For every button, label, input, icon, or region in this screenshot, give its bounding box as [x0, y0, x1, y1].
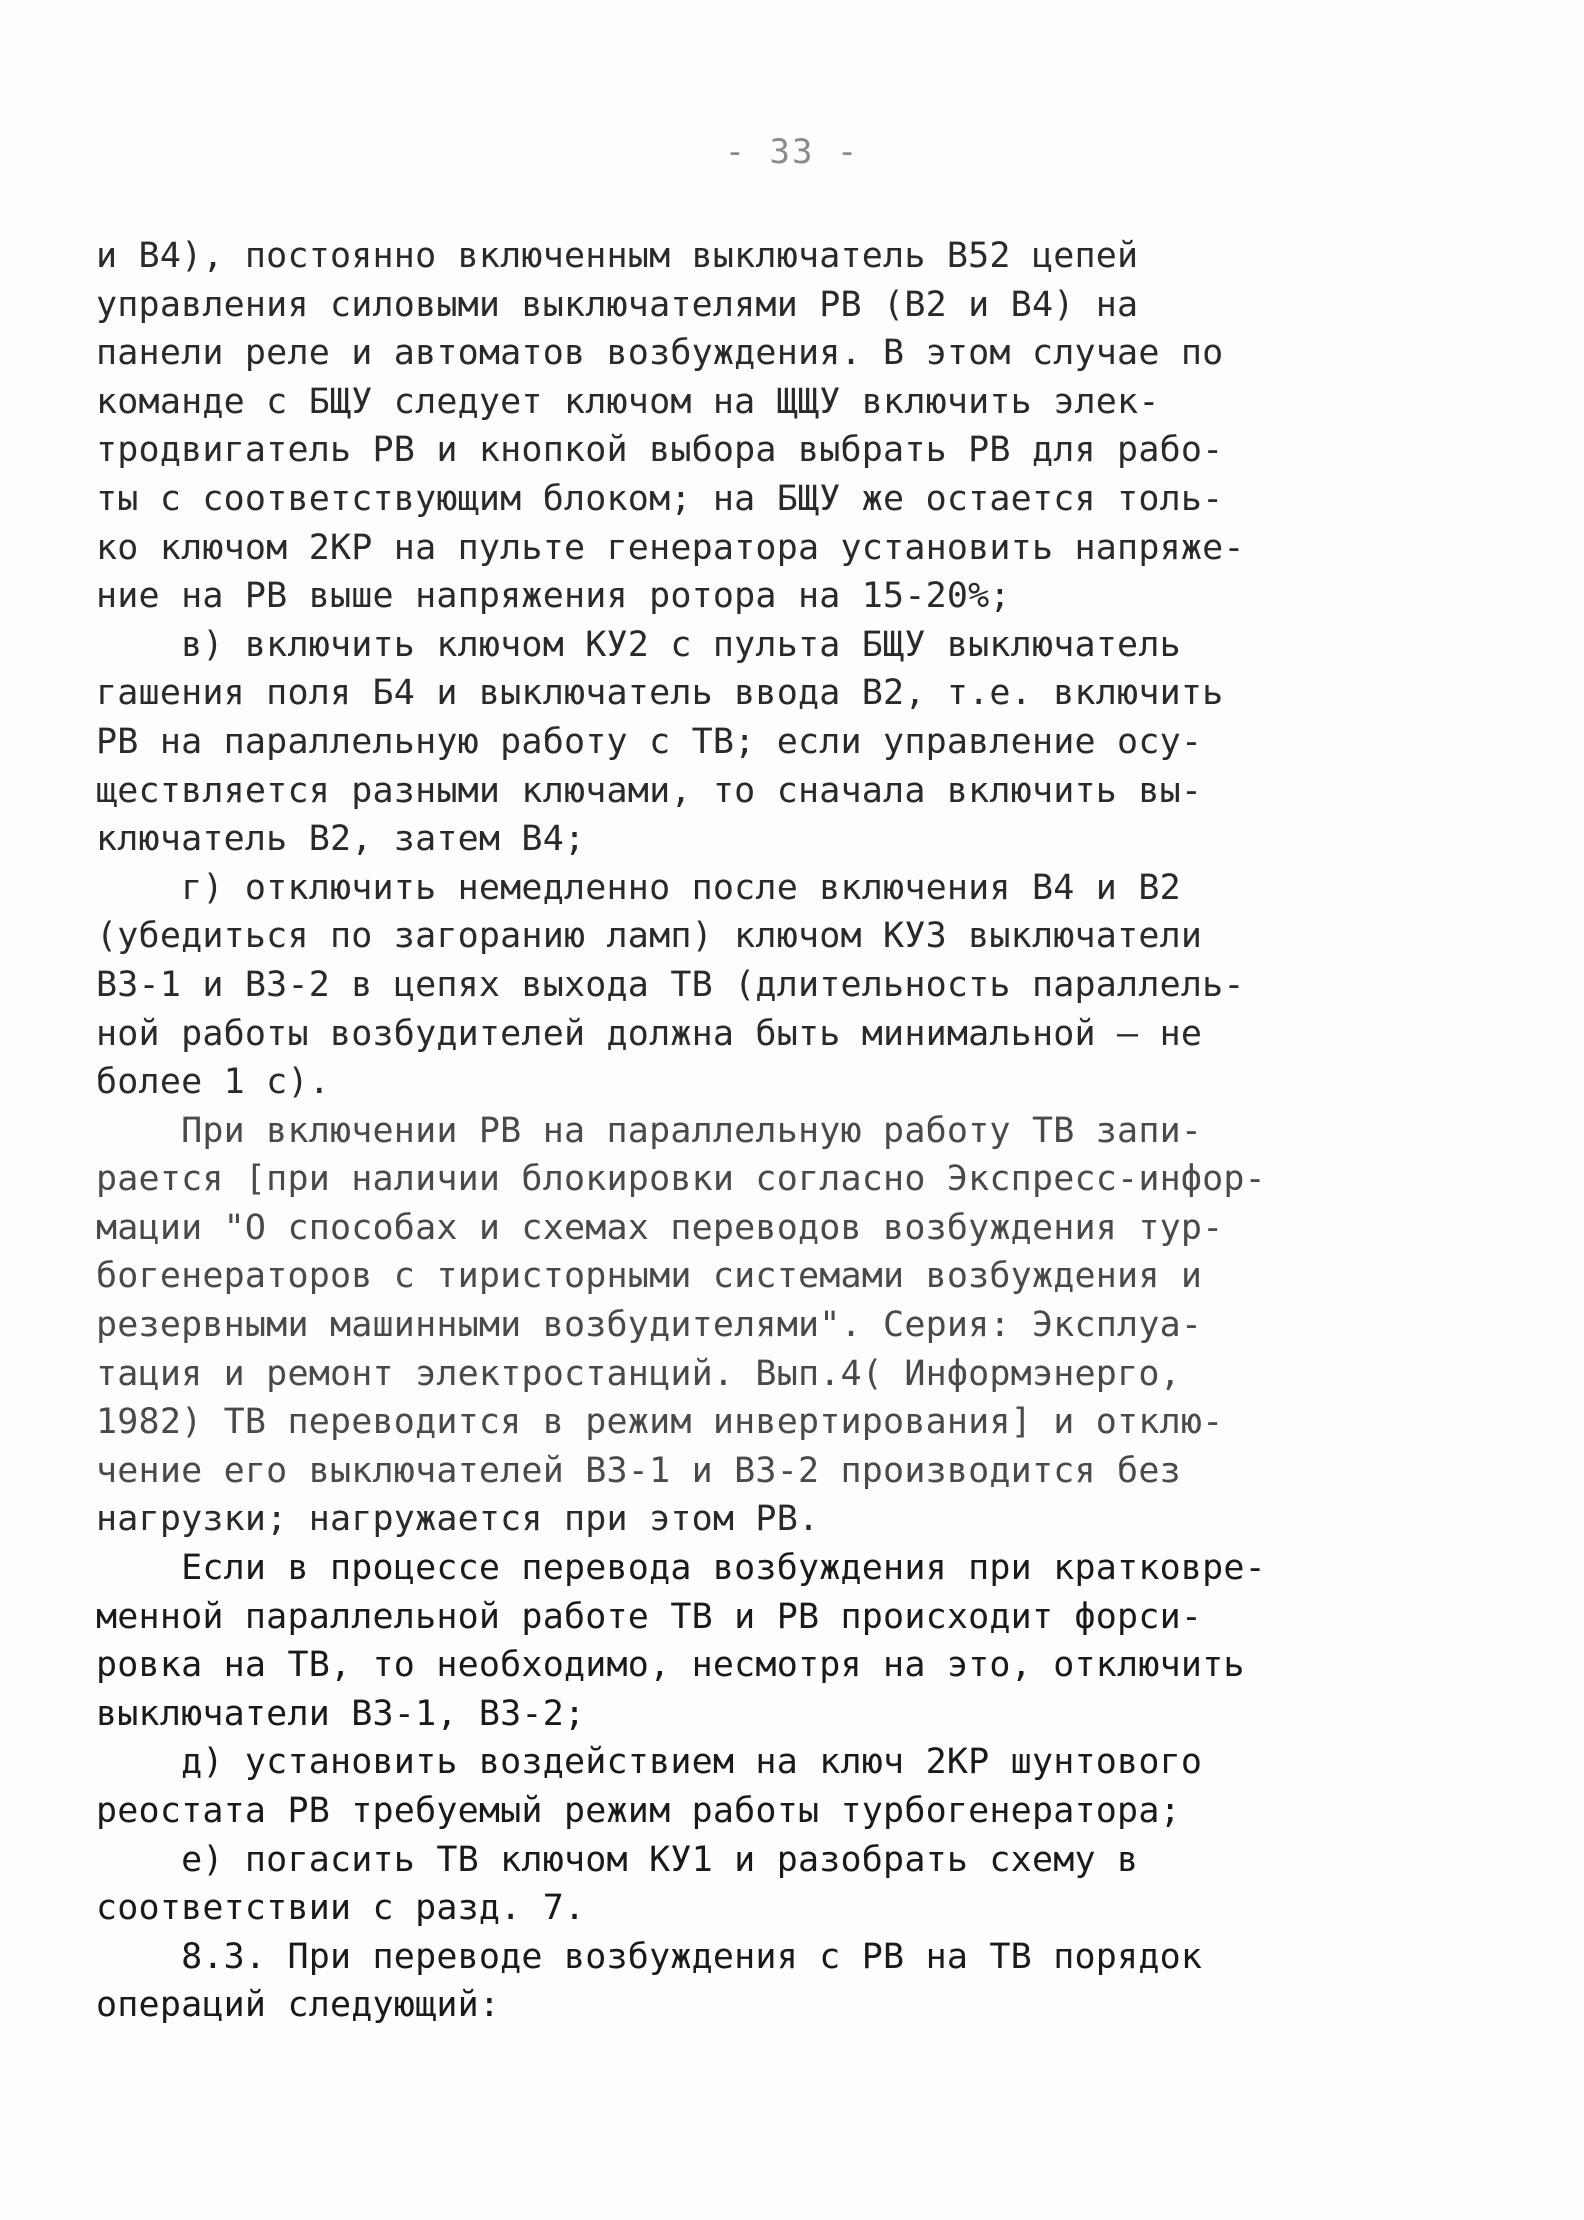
text-line: и В4), постоянно включенным выключатель В52 цепей: [96, 236, 1139, 276]
page-number: - 33 -: [724, 132, 860, 172]
text-line: в) включить ключом КУ2 с пульта БЩУ выключатель: [96, 624, 1181, 665]
text-line: нагрузки; нагружается при этом РВ.: [96, 1499, 820, 1540]
text-line: мации "О способах и схемах переводов возбуждения тур-: [96, 1207, 1224, 1248]
text-line: г) отключить немедленно после включения В4 и В2: [96, 867, 1181, 908]
text-line: ко ключом 2КР на пульте генератора установить напряже-: [96, 527, 1245, 568]
text-line: ществляется разными ключами, то сначала включить вы-: [96, 770, 1203, 811]
text-line: команде с БЩУ следует ключом на ЩЩУ включить элек-: [96, 381, 1160, 422]
text-line: богенераторов с тиристорными системами возбуждения и: [96, 1256, 1203, 1297]
text-line: гашения поля Б4 и выключатель ввода В2, т.е. включить: [96, 673, 1224, 714]
text-line: ние на РВ выше напряжения ротора на 15-20%;: [96, 576, 1011, 617]
text-line: ключатель В2, затем В4;: [96, 819, 586, 860]
text-line: е) погасить ТВ ключом КУ1 и разобрать схему в: [96, 1839, 1139, 1880]
text-line: тродвигатель РВ и кнопкой выбора выбрать РВ для рабо-: [96, 430, 1224, 471]
text-line: 1982) ТВ переводится в режим инвертирования] и отклю-: [96, 1402, 1224, 1443]
text-line: более 1 с).: [96, 1062, 330, 1103]
text-line: (убедиться по загоранию ламп) ключом КУЗ выключатели: [96, 916, 1203, 957]
text-line: рается [при наличии блокировки согласно Экспресс-инфор-: [96, 1159, 1266, 1200]
text-line: При включении РВ на параллельную работу ТВ запи-: [96, 1110, 1203, 1151]
text-line: управления силовыми выключателями РВ (В2 и В4) на: [96, 284, 1139, 325]
text-line: чение его выключателей В3-1 и В3-2 производится без: [96, 1450, 1181, 1491]
text-line: соответствии с разд. 7.: [96, 1888, 586, 1929]
text-line: 8.3. При переводе возбуждения с РВ на ТВ порядок: [96, 1936, 1203, 1977]
text-line: В3-1 и В3-2 в цепях выхода ТВ (длительность параллель-: [96, 964, 1245, 1005]
text-line: д) установить воздействием на ключ 2КР шунтового: [96, 1742, 1203, 1783]
text-line: ровка на ТВ, то необходимо, несмотря на это, отключить: [96, 1645, 1245, 1686]
text-line: резервными машинными возбудителями". Серия: Эксплуа-: [96, 1305, 1203, 1346]
text-line: операций следующий:: [96, 1985, 501, 2026]
body-text: [96, 232, 1396, 2030]
text-line: РВ на параллельную работу с ТВ; если управление осу-: [96, 721, 1203, 762]
text-line: выключатели В3-1, В3-2;: [96, 1693, 586, 1734]
text-line: панели реле и автоматов возбуждения. В этом случае по: [96, 333, 1224, 374]
text-line: ты с соответствующим блоком; на БЩУ же остается толь-: [96, 478, 1224, 519]
text-line: ной работы возбудителей должна быть минимальной — не: [96, 1013, 1203, 1054]
text-line: тация и ремонт электростанций. Вып.4( Информэнерго,: [96, 1353, 1181, 1394]
text-line: Если в процессе перевода возбуждения при кратковре-: [96, 1548, 1266, 1589]
text-line: менной параллельной работе ТВ и РВ происходит форси-: [96, 1596, 1203, 1637]
text-line: реостата РВ требуемый режим работы турбогенератора;: [96, 1791, 1181, 1831]
